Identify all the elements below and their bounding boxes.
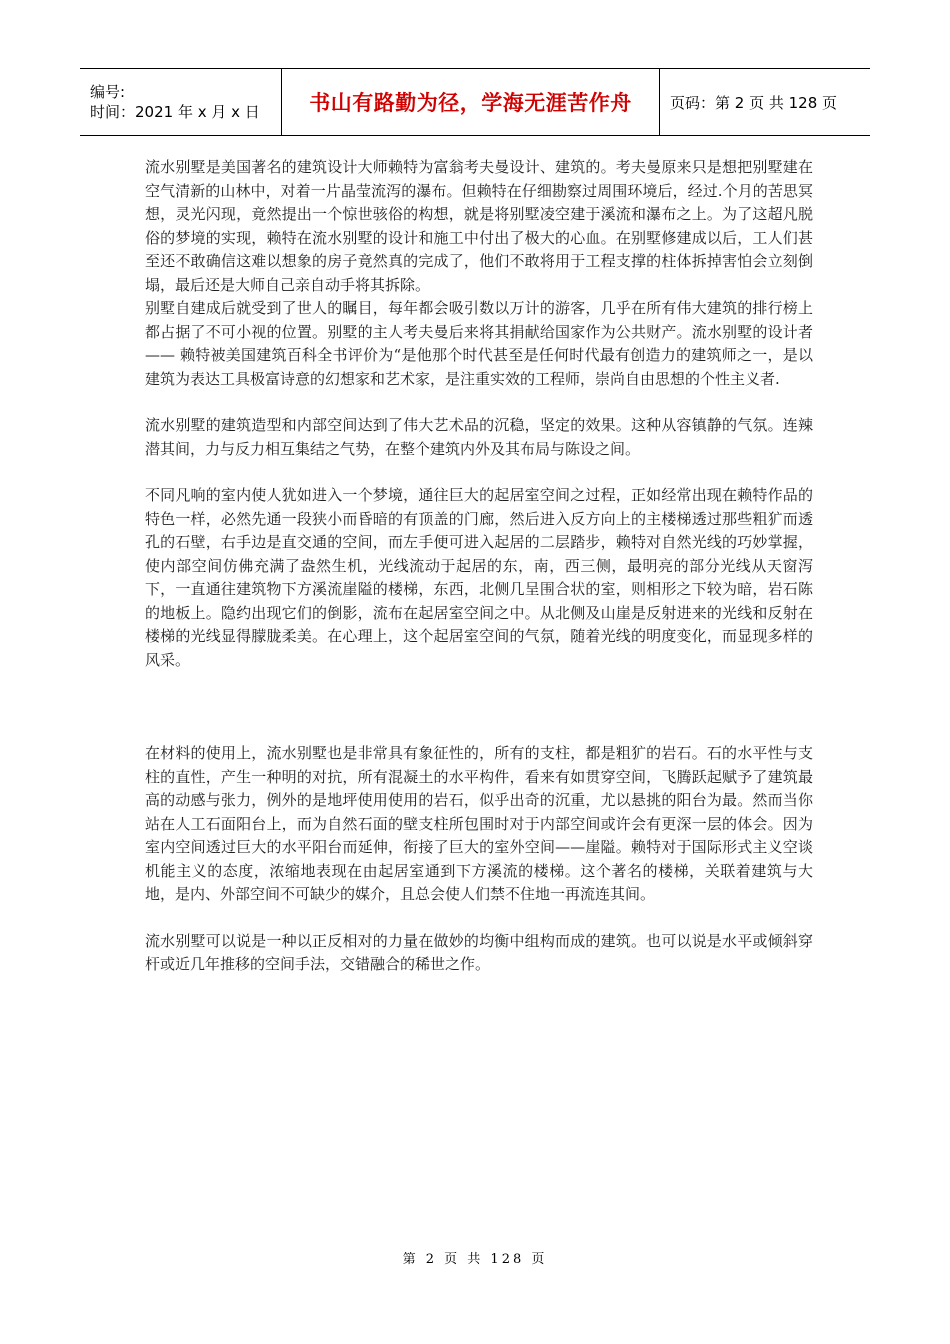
paragraph-spacer — [145, 907, 813, 930]
paragraph-3: 流水别墅的建筑造型和内部空间达到了伟大艺术品的沉稳，坚定的效果。这种从容镇静的气氛。连辣潜其间，力与反力相互集结之气势，在整个建筑内外及其布局与陈设之间。 — [145, 416, 813, 458]
page-footer: 第 2 页 共 128 页 — [402, 1252, 548, 1267]
paragraph-spacer — [145, 391, 813, 414]
document-header — [80, 68, 870, 136]
header-date-label: 时间：2021 年 x 月 x 日 — [90, 103, 260, 121]
header-number-label: 编号: — [90, 83, 126, 101]
paragraph-1: 流水别墅是美国著名的建筑设计大师赖特为富翁考夫曼设计、建筑的。考夫曼原来只是想把别墅建在空气清新的山林中，对着一片晶莹流泻的瀑布。但赖特在仔细勘察过周围环境后，经过.个月的苦思冥想，灵光闪现，竟然提出一个惊世骇俗的构想，就是将别墅凌空建于溪流和瀑布之上。为了这超凡脱俗的梦境的实现，赖特在流水别墅的设计和施工中付出了极大的心血。在别墅修建成以后，工人们甚至还不敢确信这难以想象的房子竟然真的完成了，他们不敢将用于工程支撑的柱体拆掉害怕会立刻倒塌，最后还是大师自己亲自动手将其拆除。 — [145, 158, 813, 294]
header-motto: 书山有路勤为径，学海无涯苦作舟 — [309, 91, 632, 115]
header-meta-cell — [80, 69, 282, 135]
paragraph-4: 不同凡响的室内使人犹如进入一个梦境，通往巨大的起居室空间之过程，正如经常出现在赖特作品的特色一样，必然先通一段狭小而昏暗的有顶盖的门廊，然后进入反方向上的主楼梯透过那些粗犷而透孔的石壁，右手边是直交通的空间，而左手便可进入起居的二层踏步，赖特对自然光线的巧妙掌握，使内部空间仿佛充满了盎然生机，光线流动于起居的东，南，西三侧，最明亮的部分光线从天窗泻下，一直通往建筑物下方溪流崖隘的楼梯，东西，北侧几呈围合状的室，则相形之下较为暗，岩石陈的地板上。隐约出现它们的倒影，流布在起居室空间之中。从北侧及山崖是反射进来的光线和反射在楼梯的光线显得朦胧柔美。在心理上，这个起居室空间的气氛，随着光线的明度变化，而显现多样的风采。 — [145, 486, 813, 669]
paragraph-5: 在材料的使用上，流水别墅也是非常具有象征性的，所有的支柱，都是粗犷的岩石。石的水平性与支柱的直性，产生一种明的对抗，所有混凝土的水平构件，看来有如贯穿空间，飞腾跃起赋予了建筑最高的动感与张力，例外的是地坪使用使用的岩石，似乎出奇的沉重，尤以悬挑的阳台为最。然而当你站在人工石面阳台上，而为自然石面的壁支柱所包围时对于内部空间或许会有更深一层的体会。因为室内空间透过巨大的水平阳台而延伸，衔接了巨大的室外空间——崖隘。赖特对于国际形式主义空谈机能主义的态度，浓缩地表现在由起居室通到下方溪流的楼梯。这个著名的楼梯，关联着建筑与大地，是内、外部空间不可缺少的媒介，且总会使人们禁不住地一再流连其间。 — [145, 744, 813, 903]
header-page-cell — [660, 69, 870, 135]
paragraph-spacer — [145, 461, 813, 484]
document-body — [145, 156, 813, 977]
paragraph-6: 流水别墅可以说是一种以正反相对的力量在做妙的均衡中组构而成的建筑。也可以说是水平或倾斜穿杆或近几年推移的空间手法，交错融合的稀世之作。 — [145, 931, 813, 973]
header-page-label: 页码：第 2 页 共 128 页 — [670, 93, 838, 112]
header-motto-cell — [282, 69, 660, 135]
paragraph-spacer — [145, 672, 813, 742]
paragraph-2: 别墅自建成后就受到了世人的瞩目，每年都会吸引数以万计的游客，几乎在所有伟大建筑的排行榜上都占据了不可小视的位置。别墅的主人考夫曼后来将其捐献给国家作为公共财产。流水别墅的设计者—— 赖特被美国建筑百科全书评价为“是他那个时代甚至是任何时代最有创造力的建筑师之一，是以建筑为表达工具极富诗意的幻想家和艺术家，是注重实效的工程师，崇尚自由思想的个性主义者. — [145, 299, 813, 388]
